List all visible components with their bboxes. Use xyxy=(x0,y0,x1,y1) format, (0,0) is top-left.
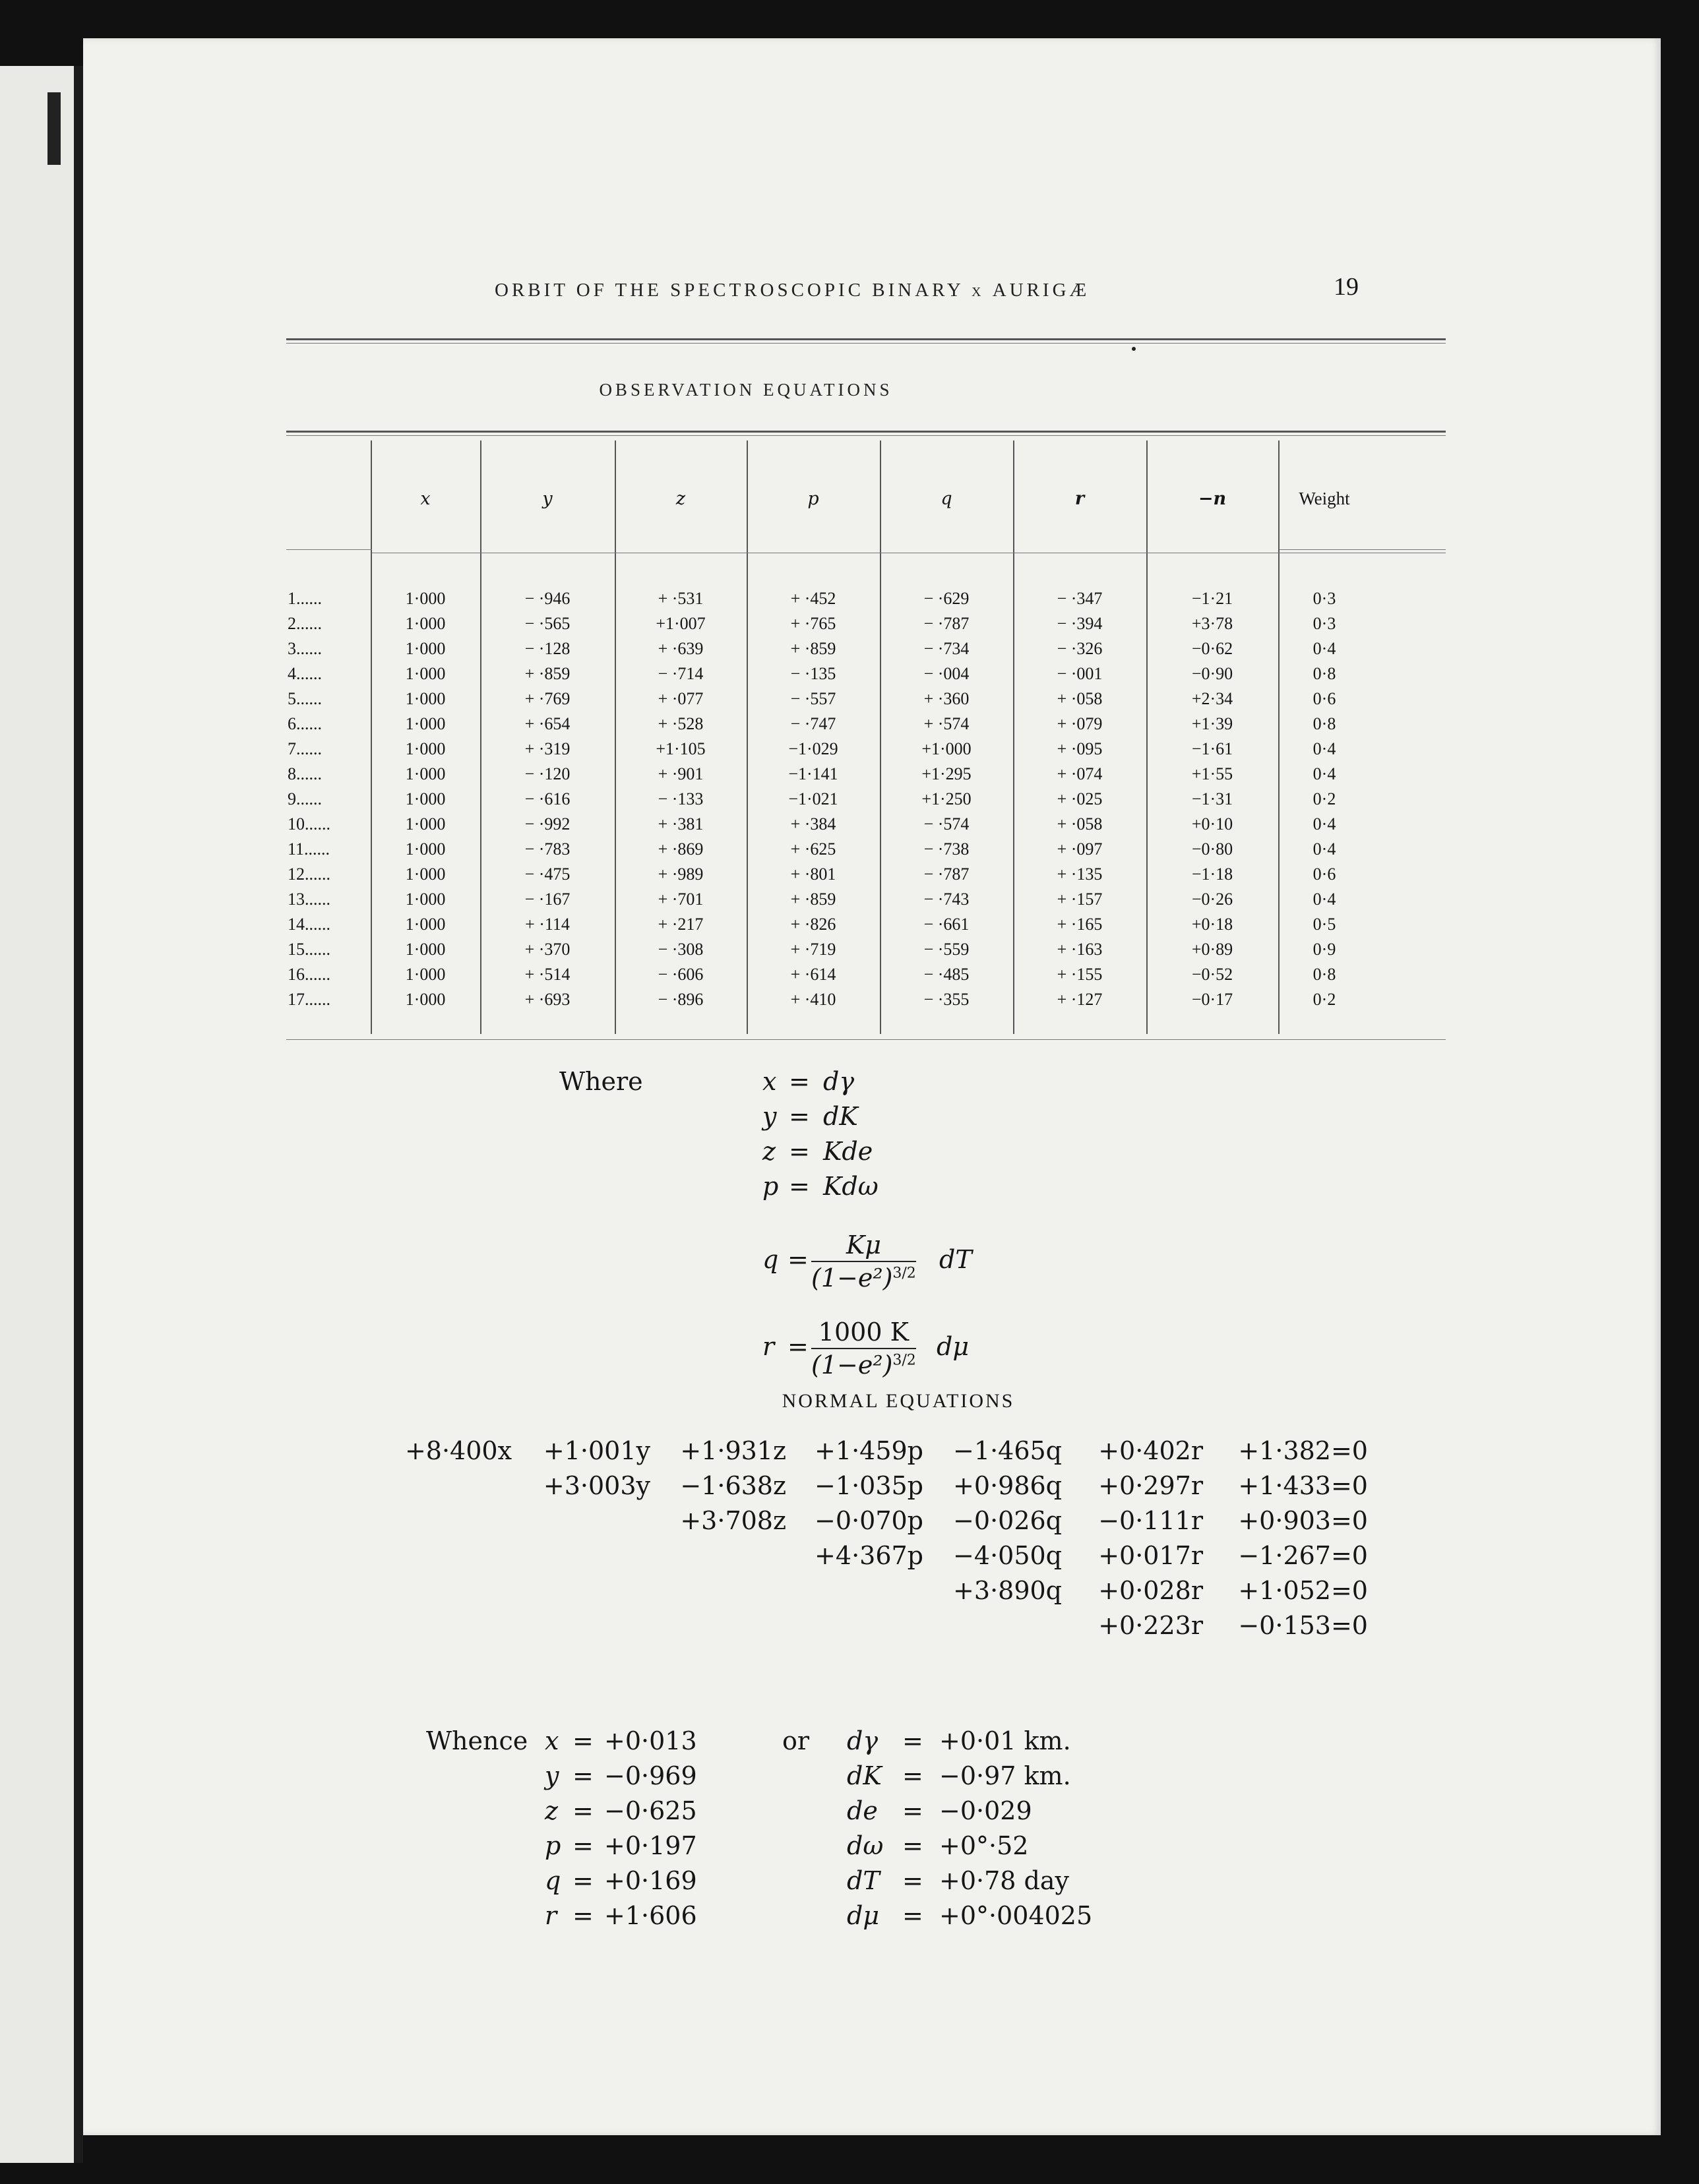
cell-z: + ·701 xyxy=(658,890,704,909)
solution-value: −0·625 xyxy=(604,1796,697,1825)
cell-p: + ·384 xyxy=(790,814,836,834)
solution-value: +0·013 xyxy=(604,1726,697,1755)
col-header-r: r xyxy=(1074,489,1085,509)
normal-eq-term: +1·052=0 xyxy=(1238,1576,1368,1605)
cell-x: 1·000 xyxy=(405,714,446,733)
row-number: 10...... xyxy=(288,814,330,834)
cell-y: − ·783 xyxy=(524,839,571,859)
row-number: 17...... xyxy=(288,990,330,1009)
cell-r: + ·157 xyxy=(1057,890,1103,909)
cell-y: − ·992 xyxy=(524,814,571,834)
cell-q: − ·485 xyxy=(923,965,970,984)
normal-eq-term: −0·026q xyxy=(953,1506,1062,1535)
solution-value: −0·969 xyxy=(604,1761,697,1790)
equals-sign: = xyxy=(902,1831,923,1860)
element-correction-symbol: dT xyxy=(847,1866,880,1895)
cell-weight: 0·3 xyxy=(1313,589,1336,608)
cell-weight: 0·8 xyxy=(1313,664,1336,683)
element-correction-symbol: dK xyxy=(847,1761,882,1790)
equals-sign: = xyxy=(572,1831,594,1860)
cell-x: 1·000 xyxy=(405,664,446,683)
cell-y: + ·319 xyxy=(524,739,571,758)
cell-minus-n: +3·78 xyxy=(1191,614,1233,633)
cell-r: + ·058 xyxy=(1057,689,1103,708)
cell-minus-n: +0·10 xyxy=(1191,814,1233,834)
cell-p: −1·141 xyxy=(788,764,838,783)
table-top-rule-thin xyxy=(286,435,1446,436)
cell-p: −1·029 xyxy=(788,739,838,758)
col-header-p: p xyxy=(807,489,819,509)
facing-page-edge xyxy=(0,66,83,2163)
cell-x: 1·000 xyxy=(405,839,446,859)
solution-variable: r xyxy=(545,1901,557,1930)
normal-eq-term: −1·035p xyxy=(815,1471,923,1500)
row-number: 15...... xyxy=(288,940,330,959)
cell-minus-n: +1·39 xyxy=(1191,714,1233,733)
cell-q: − ·661 xyxy=(923,915,970,934)
cell-z: + ·381 xyxy=(658,814,704,834)
cell-x: 1·000 xyxy=(405,764,446,783)
cell-p: + ·410 xyxy=(790,990,836,1009)
cell-y: − ·128 xyxy=(524,639,571,658)
cell-q: +1·000 xyxy=(921,739,972,758)
cell-weight: 0·4 xyxy=(1313,839,1336,859)
cell-x: 1·000 xyxy=(405,814,446,834)
row-number: 11...... xyxy=(288,839,330,859)
cell-p: + ·614 xyxy=(790,965,836,984)
cell-y: + ·769 xyxy=(524,689,571,708)
normal-eq-term: +0·986q xyxy=(953,1471,1062,1500)
cell-r: + ·165 xyxy=(1057,915,1103,934)
col-header-z: z xyxy=(675,489,686,509)
cell-minus-n: −0·62 xyxy=(1191,639,1233,658)
cell-z: + ·869 xyxy=(658,839,704,859)
cell-weight: 0·6 xyxy=(1313,864,1336,884)
cell-minus-n: +0·18 xyxy=(1191,915,1233,934)
cell-minus-n: −1·61 xyxy=(1191,739,1233,758)
cell-y: + ·114 xyxy=(525,915,570,934)
cell-r: + ·074 xyxy=(1057,764,1103,783)
equals-sign: = xyxy=(572,1796,594,1825)
cell-r: + ·135 xyxy=(1057,864,1103,884)
equals-sign: = xyxy=(902,1761,923,1790)
cell-x: 1·000 xyxy=(405,890,446,909)
cell-minus-n: −1·18 xyxy=(1191,864,1233,884)
cell-weight: 0·8 xyxy=(1313,714,1336,733)
cell-p: + ·719 xyxy=(790,940,836,959)
cell-q: + ·574 xyxy=(923,714,970,733)
normal-eq-term: +1·459p xyxy=(815,1436,923,1465)
cell-y: − ·946 xyxy=(524,589,571,608)
cell-weight: 0·4 xyxy=(1313,890,1336,909)
cell-x: 1·000 xyxy=(405,965,446,984)
cell-p: + ·765 xyxy=(790,614,836,633)
cell-y: + ·859 xyxy=(524,664,571,683)
element-correction-value: +0·78 day xyxy=(939,1866,1069,1895)
normal-eq-term: +1·931z xyxy=(680,1436,786,1465)
cell-x: 1·000 xyxy=(405,789,446,808)
row-number: 7...... xyxy=(288,739,322,758)
normal-eq-term: −1·638z xyxy=(680,1471,786,1500)
cell-r: − ·394 xyxy=(1057,614,1103,633)
normal-eq-term: +3·708z xyxy=(680,1506,786,1535)
col-header-x: x xyxy=(420,489,431,509)
page-number: 19 xyxy=(1334,273,1359,301)
cell-weight: 0·5 xyxy=(1313,915,1336,934)
cell-z: + ·989 xyxy=(658,864,704,884)
cell-q: + ·360 xyxy=(923,689,970,708)
row-number: 9...... xyxy=(288,789,322,808)
element-correction-value: +0°·004025 xyxy=(939,1901,1093,1930)
normal-eq-term: −1·267=0 xyxy=(1238,1541,1368,1570)
cell-y: + ·693 xyxy=(524,990,571,1009)
cell-r: + ·025 xyxy=(1057,789,1103,808)
normal-eq-term: −1·465q xyxy=(953,1436,1062,1465)
solution-variable: z xyxy=(545,1796,559,1825)
cell-p: − ·135 xyxy=(790,664,836,683)
equals-sign: = xyxy=(902,1866,923,1895)
cell-p: + ·452 xyxy=(790,589,836,608)
normal-eq-term: −4·050q xyxy=(953,1541,1062,1570)
cell-x: 1·000 xyxy=(405,739,446,758)
element-correction-symbol: dω xyxy=(847,1831,884,1860)
cell-p: + ·801 xyxy=(790,864,836,884)
element-correction-value: −0·97 km. xyxy=(939,1761,1071,1790)
binding-mark xyxy=(47,92,61,165)
cell-x: 1·000 xyxy=(405,639,446,658)
cell-y: − ·167 xyxy=(524,890,571,909)
equals-sign: = xyxy=(902,1726,923,1755)
cell-r: + ·079 xyxy=(1057,714,1103,733)
cell-x: 1·000 xyxy=(405,940,446,959)
normal-eq-term: +0·903=0 xyxy=(1238,1506,1368,1535)
cell-p: + ·625 xyxy=(790,839,836,859)
solution-variable: p xyxy=(545,1831,561,1860)
cell-z: +1·105 xyxy=(656,739,706,758)
cell-y: − ·616 xyxy=(524,789,571,808)
cell-weight: 0·4 xyxy=(1313,764,1336,783)
cell-minus-n: +0·89 xyxy=(1191,940,1233,959)
cell-p: + ·859 xyxy=(790,639,836,658)
solution-variable: q xyxy=(545,1866,561,1895)
cell-minus-n: −0·90 xyxy=(1191,664,1233,683)
cell-q: − ·355 xyxy=(923,990,970,1009)
cell-q: − ·574 xyxy=(923,814,970,834)
cell-z: + ·528 xyxy=(658,714,704,733)
cell-z: + ·639 xyxy=(658,639,704,658)
cell-x: 1·000 xyxy=(405,915,446,934)
cell-x: 1·000 xyxy=(405,990,446,1009)
row-number: 2...... xyxy=(288,614,322,633)
row-number: 16...... xyxy=(288,965,330,984)
element-correction-value: +0°·52 xyxy=(939,1831,1029,1860)
cell-z: − ·606 xyxy=(658,965,704,984)
cell-q: − ·629 xyxy=(923,589,970,608)
normal-eq-term: +0·017r xyxy=(1098,1541,1203,1570)
normal-eq-term: −0·153=0 xyxy=(1238,1611,1368,1640)
element-correction-value: +0·01 km. xyxy=(939,1726,1071,1755)
cell-weight: 0·2 xyxy=(1313,789,1336,808)
where-label: Where xyxy=(559,1067,643,1096)
equals-sign: = xyxy=(572,1901,594,1930)
cell-y: − ·120 xyxy=(524,764,571,783)
cell-q: − ·738 xyxy=(923,839,970,859)
element-correction-symbol: de xyxy=(847,1796,878,1825)
cell-r: + ·095 xyxy=(1057,739,1103,758)
cell-z: − ·896 xyxy=(658,990,704,1009)
cell-q: − ·743 xyxy=(923,890,970,909)
equals-sign: = xyxy=(902,1901,923,1930)
cell-z: + ·077 xyxy=(658,689,704,708)
cell-z: + ·217 xyxy=(658,915,704,934)
col-header-q: q xyxy=(941,489,952,509)
cell-x: 1·000 xyxy=(405,614,446,633)
table-bottom-rule xyxy=(286,1039,1446,1040)
cell-p: − ·557 xyxy=(790,689,836,708)
top-rule-thin xyxy=(286,343,1446,344)
normal-eq-term: +3·890q xyxy=(953,1576,1062,1605)
cell-weight: 0·4 xyxy=(1313,739,1336,758)
cell-q: +1·250 xyxy=(921,789,972,808)
equals-sign: = xyxy=(902,1796,923,1825)
cell-weight: 0·6 xyxy=(1313,689,1336,708)
row-number: 1...... xyxy=(288,589,322,608)
solution-value: +0·197 xyxy=(604,1831,697,1860)
row-number: 6...... xyxy=(288,714,322,733)
cell-q: +1·295 xyxy=(921,764,972,783)
row-number: 5...... xyxy=(288,689,322,708)
cell-r: − ·347 xyxy=(1057,589,1103,608)
whence-label: Whence xyxy=(426,1726,528,1755)
cell-p: + ·826 xyxy=(790,915,836,934)
element-correction-value: −0·029 xyxy=(939,1796,1032,1825)
element-correction-symbol: dμ xyxy=(847,1901,880,1930)
cell-x: 1·000 xyxy=(405,864,446,884)
solution-value: +1·606 xyxy=(604,1901,697,1930)
cell-q: − ·734 xyxy=(923,639,970,658)
normal-eq-term: +1·001y xyxy=(543,1436,650,1465)
cell-p: −1·021 xyxy=(788,789,838,808)
normal-equations-title: NORMAL EQUATIONS xyxy=(782,1390,1015,1412)
normal-eq-term: +1·433=0 xyxy=(1238,1471,1368,1500)
element-correction-symbol: dγ xyxy=(847,1726,879,1755)
cell-z: +1·007 xyxy=(656,614,706,633)
cell-minus-n: −1·21 xyxy=(1191,589,1233,608)
cell-q: − ·787 xyxy=(923,614,970,633)
equals-sign: = xyxy=(572,1866,594,1895)
normal-eq-term: +3·003y xyxy=(543,1471,650,1500)
cell-minus-n: −0·17 xyxy=(1191,990,1233,1009)
row-number: 8...... xyxy=(288,764,322,783)
normal-eq-term: +0·297r xyxy=(1098,1471,1203,1500)
cell-weight: 0·4 xyxy=(1313,814,1336,834)
cell-y: − ·565 xyxy=(524,614,571,633)
normal-eq-term: −0·070p xyxy=(815,1506,923,1535)
row-number: 3...... xyxy=(288,639,322,658)
cell-minus-n: +1·55 xyxy=(1191,764,1233,783)
cell-weight: 0·4 xyxy=(1313,639,1336,658)
cell-y: + ·370 xyxy=(524,940,571,959)
row-number: 13...... xyxy=(288,890,330,909)
cell-z: + ·531 xyxy=(658,589,704,608)
print-speck xyxy=(1132,347,1136,351)
cell-q: − ·559 xyxy=(923,940,970,959)
cell-weight: 0·3 xyxy=(1313,614,1336,633)
cell-y: − ·475 xyxy=(524,864,571,884)
cell-z: − ·714 xyxy=(658,664,704,683)
col-header-weight: Weight xyxy=(1299,489,1350,508)
cell-y: + ·654 xyxy=(524,714,571,733)
cell-weight: 0·8 xyxy=(1313,965,1336,984)
solution-variable: x xyxy=(545,1726,559,1755)
normal-eq-term: +0·402r xyxy=(1098,1436,1203,1465)
cell-r: + ·163 xyxy=(1057,940,1103,959)
cell-minus-n: −0·80 xyxy=(1191,839,1233,859)
normal-eq-term: +4·367p xyxy=(815,1541,923,1570)
cell-r: + ·155 xyxy=(1057,965,1103,984)
cell-r: − ·326 xyxy=(1057,639,1103,658)
cell-z: − ·308 xyxy=(658,940,704,959)
col-header-minus-n: −n xyxy=(1198,489,1227,509)
solution-value: +0·169 xyxy=(604,1866,697,1895)
normal-eq-term: +0·223r xyxy=(1098,1611,1203,1640)
cell-p: − ·747 xyxy=(790,714,836,733)
equals-sign: = xyxy=(572,1761,594,1790)
cell-y: + ·514 xyxy=(524,965,571,984)
solution-variable: y xyxy=(545,1761,559,1790)
normal-eq-term: −0·111r xyxy=(1098,1506,1203,1535)
cell-r: + ·127 xyxy=(1057,990,1103,1009)
cell-p: + ·859 xyxy=(790,890,836,909)
book-page: ORBIT OF THE SPECTROSCOPIC BINARY χ AURIGÆ 19 OBSERVATION EQUATIONS x y z p q r −n Weight 1...... 1·000 − ·946 + ·531 + ·452 − ·629 − ·347 −1·21 0·3 2...... 1·000 − ·565 +1·007 + ·765 − ·787 − ·394 +3·78 0·3 3...... 1·000 − ·128 + ·639 + ·859 − ·734 − ·326 −0·62 0·4 4...... 1·000 + ·859 − ·714 − ·135 − ·004 − ·001 −0·90 0·8 5...... 1·000 + ·769 + ·077 − ·557 + ·360 + ·058 +2·34 0·6 6...... 1·000 + ·654 + ·528 − ·747 + ·574 + ·079 +1·39 0·8 7...... 1·000 + ·319 +1·105 −1·029 +1·000 + ·095 −1·61 0·4 8...... 1·000 − ·120 + ·901 −1·141 +1·295 + ·074 +1·55 0·4 9...... 1·000 − ·616 − ·133 −1·021 +1·250 + ·025 −1·31 0·2 10...... 1·000 − ·992 + ·381 + ·384 − ·574 + ·058 +0·10 0·4 11...... 1·000 − ·783 + ·869 + ·625 − ·738 + ·097 −0·80 0·4 12...... 1·000 − ·475 + ·989 + ·801 − ·787 + ·135 −1·18 0·6 13...... 1·000 − ·167 + ·701 + ·859 − ·743 + ·157 −0·26 0·4 14...... 1·000 + ·114 + ·217 + ·826 − ·661 + ·165 +0·18 0·5 15...... 1·000 + ·370 − ·308 + ·719 − ·559 + ·163 +0·89 0·9 16...... 1·000 + ·514 − ·606 + ·614 − ·485 + ·155 −0·52 0·8 17...... 1·000 + ·693 − ·896 + ·410 − ·355 + ·127 −0·17 0·2 Where x = dγ y = dK z = Kde p = Kdω q = $\frac{K\mu}{(1-e^2)^{3/2}}$ dT r = $\frac{1000 K}{(1-e^2)^{3/2}}$ dμ NORMAL EQUATIONS +8·400x +1·001y +1·931z +1·459p −1·465q +0·402r +1·382=0 +3·003y −1·638z −1·035p +0·986q +0·297r +1·433=0 +3·708z −0·070p −0·026q −0·111r +0·903=0 +4·367p −4·050q +0·017r −1·267=0 +3·890q +0·028r +1·052=0 +0·223r −0·153=0 Whence or x = +0·013 dγ = +0·01 km. y = −0·969 dK = −0·97 km. z = −0·625 de = −0·029 p = +0·197 dω = +0°·52 q = +0·169 dT = +0·78 day r = +1·606 dμ = +0°·004025 xyxy=(83,38,1661,2135)
top-rule xyxy=(286,338,1446,340)
cell-minus-n: −0·26 xyxy=(1191,890,1233,909)
or-label: or xyxy=(782,1726,810,1755)
cell-r: + ·058 xyxy=(1057,814,1103,834)
equals-sign: = xyxy=(572,1726,594,1755)
row-number: 12...... xyxy=(288,864,330,884)
normal-eq-term: +8·400x xyxy=(404,1436,512,1465)
normal-eq-term: +0·028r xyxy=(1098,1576,1203,1605)
cell-minus-n: −1·31 xyxy=(1191,789,1233,808)
cell-q: − ·787 xyxy=(923,864,970,884)
cell-minus-n: +2·34 xyxy=(1191,689,1233,708)
running-head: ORBIT OF THE SPECTROSCOPIC BINARY χ AURIGÆ xyxy=(495,280,1090,301)
row-number: 4...... xyxy=(288,664,322,683)
table-title: OBSERVATION EQUATIONS xyxy=(599,380,893,400)
cell-weight: 0·2 xyxy=(1313,990,1336,1009)
col-header-y: y xyxy=(542,489,553,509)
normal-eq-term: +1·382=0 xyxy=(1238,1436,1368,1465)
cell-r: + ·097 xyxy=(1057,839,1103,859)
cell-z: + ·901 xyxy=(658,764,704,783)
cell-q: − ·004 xyxy=(923,664,970,683)
cell-z: − ·133 xyxy=(658,789,704,808)
cell-minus-n: −0·52 xyxy=(1191,965,1233,984)
row-number: 14...... xyxy=(288,915,330,934)
cell-x: 1·000 xyxy=(405,589,446,608)
cell-r: − ·001 xyxy=(1057,664,1103,683)
table-top-rule xyxy=(286,431,1446,433)
cell-weight: 0·9 xyxy=(1313,940,1336,959)
cell-x: 1·000 xyxy=(405,689,446,708)
